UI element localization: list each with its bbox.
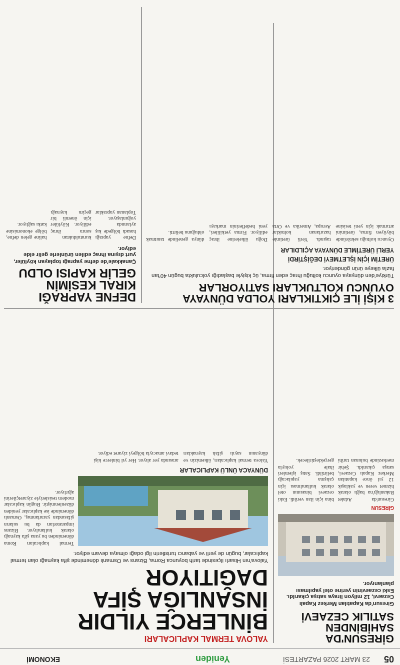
- bay-leaf-headline: DEFNE YAPRAĞI KIRAL KESİMİN GELİR KAPISI OLDU: [18, 266, 136, 304]
- main-story-body-2: Yalova termal kaplıcaları, ülkemizin ve dünyanın sayılı şifalı kaynakları arasında yer alıyor. Her yıl binlerce kişi tedavi amacıyla bölgeyi ziyaret ediyor.: [93, 450, 268, 463]
- main-story: [4, 313, 268, 643]
- bay-leaf-deck: Çanakkale'de defne yaprağı toplayan köylüler, yurt dışına ihraç edilen ürünlerle gelir elde ediyor.: [13, 244, 136, 264]
- main-story-deck: Yalova'nın Hisarlı ilçesinde tarih boyunca Roma, Bizans ve Osmanlı döneminde şifa kaynağı olan termal kaplıcalar, bugün de yerli ve yabancı turistlerin ilgi odağı olmaya devam ediyor.: [10, 550, 268, 563]
- bay-leaf-story: [6, 13, 136, 303]
- main-story-kicker: YALOVA TERMAL KAPLICALARI: [144, 634, 268, 643]
- page-header: [0, 648, 400, 665]
- gaming-chair-subhead-2: YERLİ ÜRETİMLE DÜNYAYA AÇILDILAR: [280, 245, 394, 252]
- left-story-deck: Giresun'da Kapatılan Merkez Kapalı Cezaevi, 12 milyon liraya satışa çıkarıldı. Eski cezaevinin yerine otel yapılması planlanıyor.: [286, 580, 394, 606]
- gaming-chair-subhead-1: ÜRETİM İÇİN İŞLETMEYİ DEĞİŞTİRDİ: [287, 254, 394, 261]
- section-name: EKONOMİ: [26, 655, 60, 662]
- thermal-spa-photo: [78, 476, 268, 546]
- gaming-chair-deck: Türkiye'den dünyaya oyuncu koltuğu ihraç eden firma, üç kişiyle başladığı yolculukta bugün 40'tan fazla ülkeye ürün gönderiyor.: [151, 265, 394, 278]
- newspaper-brand: Yeniden: [195, 654, 230, 664]
- bay-leaf-body: Defne yaprağı hasadı bölgede kış aylarında yoğunlaşıyor. Toplanan yapraklar kurutulduktan sonra ihraç ediliyor. Köylüler için önemli bir geçim kaynağı haline gelen defne, bölge ekonomisine katkı sağlıyor.: [6, 208, 136, 241]
- column-divider-bottom: [141, 7, 142, 303]
- issue-date: 23 MART 2026 PAZARTESİ: [282, 655, 370, 662]
- gaming-chair-story: [146, 7, 394, 303]
- left-story-credit: GİRESUN: [371, 503, 394, 510]
- gaming-chair-headline: 3 KİŞİ İLE ÇIKTIKLARI YOLDA DÜNYAYA OYUNCU KOLTUKLARI SATIYORLAR: [182, 281, 394, 304]
- left-story-headline: GİRESUN'DA SAHİBİNDEN SATILIK CEZAEVİ: [301, 610, 394, 644]
- main-story-subhead: DÜNYACA ÜNLÜ KAPLICALAR: [179, 465, 268, 472]
- prison-building-photo: [278, 514, 394, 576]
- page-number: 05: [383, 654, 394, 664]
- left-story-body: Giresun'da Adalet Bakanlığı'na bağlı olarak hizmet veren ve yaklaşık 12 yıl önce kapatılan Merkez Kapalı Cezaevi, satışa çıkarıldı. Şehir merkezinde bulunan tarihi bina için ilan verildi. Eski cezaevi binasının otel olarak kullanılması için çalışma yapılacağı belirtildi. Satış işlemleri ihale yoluyla gerçekleştirilecek.: [278, 457, 394, 502]
- gaming-chair-body: Oyuncu koltuğu sektöründe büyüyen firma, üretimini artırmak için yeni tesisine taşındı. Yerli üretimle hazırlanan koltuklar Avrupa, Amerika ve Orta Doğu ülkelerine ihraç ediliyor. Firma yetkilileri, yeni hedeflerinin markayı dünya genelinde tanıtmak olduğunu belirtti.: [146, 223, 394, 242]
- prison-photo-image: [278, 514, 394, 576]
- left-story: [278, 343, 394, 643]
- main-story-body: Termal kaplıcaları Roma döneminden bu yana şifa kaynağı olarak kullanılıyor. Bizans imparatorları da bu suların şifasından yararlanmış, Osmanlı döneminde ise kaplıcalar yeniden düzenlenmiştir. Bugün kaplıcalar modern tesisleriyle ziyaretçilerini ağırlıyor.: [4, 488, 74, 546]
- spa-photo-image: [78, 476, 268, 546]
- main-story-headline: BİNLERCE YILDIR İNSANLIĞA ŞİFA DAĞITIYOR: [77, 565, 268, 634]
- horizontal-divider: [4, 308, 394, 309]
